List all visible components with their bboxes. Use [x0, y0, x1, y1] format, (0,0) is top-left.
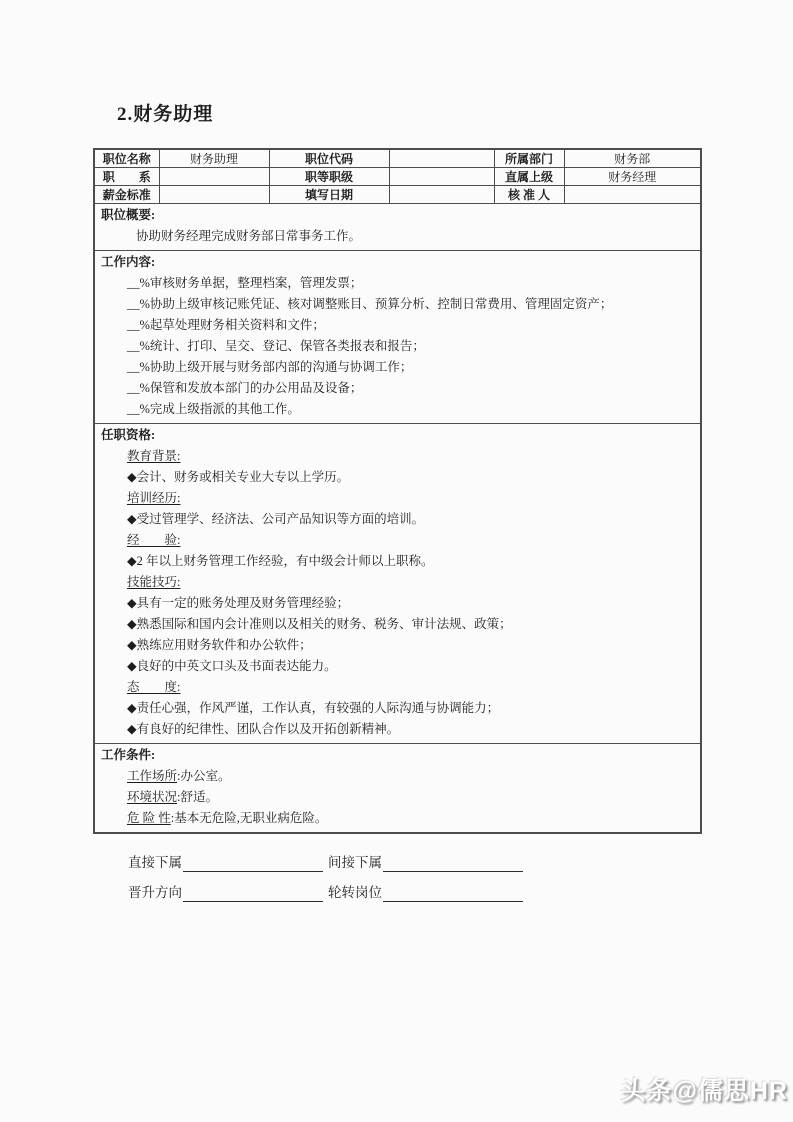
footer-field-blank-line — [183, 885, 323, 902]
footer-field-blank-line — [383, 885, 523, 902]
duty-text: 保管和发放本部门的办公用品及设备； — [149, 381, 363, 395]
qualifications-row — [94, 424, 701, 744]
diamond-bullet-icon: ◆ — [127, 617, 137, 631]
qualification-item — [95, 698, 696, 719]
field-label: 职 系 — [94, 168, 159, 186]
footer-fields — [128, 853, 548, 902]
qualification-heading-text: 教育背景: — [127, 449, 181, 463]
field-value: 财务部 — [564, 149, 701, 168]
field-label: 填写日期 — [269, 186, 389, 204]
footer-field-blank-line — [383, 855, 523, 872]
duty-percent-prefix: __% — [127, 297, 150, 311]
qualification-item — [95, 593, 696, 614]
qualification-text: 良好的中英文口头及书面表达能力。 — [136, 659, 337, 673]
duty-item — [95, 273, 696, 294]
section-qualifications — [94, 424, 701, 744]
diamond-bullet-icon: ◆ — [127, 701, 137, 715]
conditions-list — [95, 766, 696, 829]
field-value — [389, 168, 494, 186]
qualification-heading-text: 培训经历: — [127, 491, 181, 505]
field-label: 职位代码 — [269, 149, 389, 168]
footer-field-blank-line — [183, 855, 323, 872]
qualification-text: 责任心强，作风严谨，工作认真，有较强的人际沟通与协调能力； — [136, 701, 500, 715]
duty-percent-prefix: __% — [127, 381, 150, 395]
duty-item — [95, 336, 696, 357]
footer-field-label: 直接下属 — [128, 855, 182, 870]
qualification-text: 2 年以上财务管理工作经验，有中级会计师以上职称。 — [136, 554, 434, 568]
duty-percent-prefix: __% — [127, 276, 150, 290]
field-value — [159, 186, 269, 204]
duty-text: 统计、打印、呈交、登记、保管各类报表和报告； — [149, 339, 425, 353]
qualifications-list — [95, 446, 696, 740]
info-row — [94, 186, 701, 204]
field-value — [159, 168, 269, 186]
qualification-text: 有良好的纪律性、团队合作以及开拓创新精神。 — [136, 722, 400, 736]
qualification-text: 熟悉国际和国内会计准则以及相关的财务、税务、审计法规、政策； — [136, 617, 512, 631]
field-label: 所属部门 — [494, 149, 564, 168]
qualification-text: 会计、财务或相关专业大专以上学历。 — [136, 470, 350, 484]
duty-item — [95, 399, 696, 420]
qualification-item — [95, 614, 696, 635]
condition-item — [95, 808, 696, 829]
duty-item — [95, 294, 696, 315]
footer-field — [128, 853, 328, 872]
diamond-bullet-icon: ◆ — [127, 638, 137, 652]
qualification-text: 熟练应用财务软件和办公软件； — [136, 638, 312, 652]
condition-item — [95, 787, 696, 808]
condition-term: 工作场所 — [127, 769, 178, 783]
duty-text: 完成上级指派的其他工作。 — [149, 402, 300, 416]
field-label: 直属上级 — [494, 168, 564, 186]
duty-percent-prefix: __% — [127, 318, 150, 332]
footer-field-label: 轮转岗位 — [328, 885, 382, 900]
qualification-heading — [95, 530, 696, 551]
summary-label: 职位概要: — [101, 208, 156, 222]
field-label: 薪金标准 — [94, 186, 159, 204]
duty-item — [95, 357, 696, 378]
info-row — [94, 149, 701, 168]
job-description-table — [93, 148, 702, 834]
conditions-row — [94, 744, 701, 834]
duty-text: 审核财务单据，整理档案，管理发票； — [149, 276, 363, 290]
summary-content: 协助财务经理完成财务部日常事务工作。 — [136, 229, 362, 243]
duty-percent-prefix: __% — [127, 402, 150, 416]
summary-row — [94, 204, 701, 251]
footer-field-label: 晋升方向 — [128, 885, 182, 900]
conditions-label: 工作条件: — [101, 748, 156, 762]
diamond-bullet-icon: ◆ — [127, 470, 137, 484]
condition-term: 危 险 性 — [127, 811, 171, 825]
diamond-bullet-icon: ◆ — [127, 554, 137, 568]
qualification-heading — [95, 677, 696, 698]
footer-field — [328, 883, 528, 902]
condition-term: 环境状况 — [127, 790, 178, 804]
field-value — [389, 186, 494, 204]
qualifications-label: 任职资格: — [101, 428, 156, 442]
qualification-heading-text: 经 验: — [127, 533, 181, 547]
footer-field-label: 间接下属 — [328, 855, 382, 870]
duty-percent-prefix: __% — [127, 339, 150, 353]
condition-text: :舒适。 — [177, 790, 218, 804]
duties-list — [95, 273, 696, 420]
diamond-bullet-icon: ◆ — [127, 722, 137, 736]
diamond-bullet-icon: ◆ — [127, 659, 137, 673]
duty-item — [95, 315, 696, 336]
qualification-item — [95, 551, 696, 572]
duty-percent-prefix: __% — [127, 360, 150, 374]
qualification-heading — [95, 446, 696, 467]
duty-item — [95, 378, 696, 399]
qualification-heading-text: 态 度: — [127, 680, 181, 694]
qualification-heading — [95, 488, 696, 509]
page-title: 2.财务助理 — [117, 104, 214, 125]
qualification-text: 受过管理学、经济法、公司产品知识等方面的培训。 — [136, 512, 425, 526]
condition-item — [95, 766, 696, 787]
duties-row — [94, 251, 701, 424]
duty-text: 协助上级开展与财务部内部的沟通与协调工作； — [149, 360, 413, 374]
qualification-item — [95, 509, 696, 530]
qualification-text: 具有一定的账务处理及财务管理经验； — [136, 596, 350, 610]
duty-text: 协助上级审核记账凭证、核对调整账目、预算分析、控制日常费用、管理固定资产； — [149, 297, 613, 311]
condition-text: :基本无危险,无职业病危险。 — [170, 811, 328, 825]
field-label: 核 准 人 — [494, 186, 564, 204]
field-value — [389, 149, 494, 168]
info-grid — [94, 149, 701, 204]
watermark: 头条@儒思HR — [620, 1077, 788, 1105]
footer-field — [328, 853, 528, 872]
field-label: 职位名称 — [94, 149, 159, 168]
field-value — [564, 186, 701, 204]
section-rows — [94, 204, 701, 834]
duty-text: 起草处理财务相关资料和文件； — [149, 318, 325, 332]
qualification-item — [95, 467, 696, 488]
diamond-bullet-icon: ◆ — [127, 512, 137, 526]
qualification-item — [95, 656, 696, 677]
field-value: 财务经理 — [564, 168, 701, 186]
section-conditions — [94, 744, 701, 834]
info-row — [94, 168, 701, 186]
duties-label: 工作内容: — [101, 255, 156, 269]
diamond-bullet-icon: ◆ — [127, 596, 137, 610]
field-label: 职等职级 — [269, 168, 389, 186]
qualification-item — [95, 719, 696, 740]
footer-field — [128, 883, 328, 902]
qualification-heading — [95, 572, 696, 593]
field-value: 财务助理 — [159, 149, 269, 168]
condition-text: :办公室。 — [177, 769, 231, 783]
qualification-item — [95, 635, 696, 656]
qualification-heading-text: 技能技巧: — [127, 575, 181, 589]
section-summary — [94, 204, 701, 251]
section-duties — [94, 251, 701, 424]
